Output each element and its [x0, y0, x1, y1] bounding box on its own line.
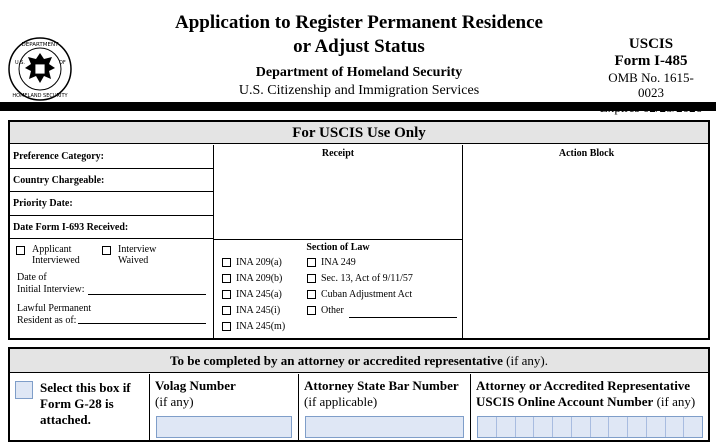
- bar-number-input[interactable]: [305, 416, 464, 438]
- uscis-online-account-input[interactable]: [477, 416, 703, 438]
- law-option-sec-13[interactable]: [307, 271, 462, 287]
- receipt-label: Receipt: [321, 148, 355, 159]
- lawful-permanent-line1: Lawful Permanent: [17, 303, 92, 314]
- law-right-list: [307, 255, 462, 319]
- date-initial-line2: Initial Interview:: [17, 284, 85, 295]
- law-option-ina-249[interactable]: [307, 255, 462, 271]
- interview-block: [10, 240, 213, 338]
- lawful-permanent-line2: Resident as of:: [17, 315, 77, 326]
- form-number: Form I-485: [614, 53, 688, 69]
- account-number-label-line2: [476, 394, 703, 410]
- law-option-ina-209b[interactable]: [222, 271, 285, 287]
- bar-number-label: Attorney State Bar Number: [304, 378, 459, 393]
- g28-label: [40, 380, 131, 428]
- lawful-permanent-field[interactable]: [78, 323, 206, 324]
- interview-waived-line1: Interview: [118, 244, 157, 255]
- ina-245a-label: INA 245(a): [236, 289, 282, 300]
- country-chargeable-label: Country Chargeable:: [10, 169, 213, 193]
- volag-sublabel: (if any): [155, 394, 194, 409]
- action-block: [463, 145, 710, 338]
- account-number-cell: [471, 374, 708, 440]
- section-of-law-block: [213, 240, 463, 338]
- interview-waived-line2: Waived: [118, 255, 149, 266]
- sec-13-label: Sec. 13, Act of 9/11/57: [321, 273, 413, 284]
- priority-date-label: Priority Date:: [10, 192, 213, 216]
- ina-209a-label: INA 209(a): [236, 257, 282, 268]
- agency-block: [150, 64, 568, 100]
- uscis-left-column: [10, 145, 213, 239]
- account-number-sublabel: (if any): [656, 394, 696, 409]
- ina-245i-label: INA 245(i): [236, 305, 281, 316]
- law-option-ina-245i[interactable]: [222, 303, 285, 319]
- volag-label: Volag Number: [155, 378, 236, 393]
- dhs-seal-logo: [8, 37, 72, 101]
- ina-249-checkbox[interactable]: [307, 258, 316, 267]
- account-number-label-bold: USCIS Online Account Number: [476, 394, 654, 409]
- ina-245m-label: INA 245(m): [236, 321, 286, 332]
- law-option-ina-245m[interactable]: [222, 319, 285, 335]
- volag-cell: [150, 374, 299, 440]
- applicant-interviewed-checkbox[interactable]: [16, 246, 25, 255]
- agency-short: USCIS: [628, 36, 674, 52]
- svg-text:U.S.: U.S.: [15, 60, 26, 66]
- title-line-2: or Adjust Status: [293, 36, 425, 57]
- svg-text:DEPARTMENT: DEPARTMENT: [21, 42, 59, 48]
- date-initial-interview-label: [17, 272, 84, 296]
- action-block-label: Action Block: [558, 148, 615, 159]
- ina-245i-checkbox[interactable]: [222, 306, 231, 315]
- agency-name: U.S. Citizenship and Immigration Services: [238, 83, 480, 98]
- department-name: Department of Homeland Security: [255, 65, 463, 80]
- ina-209b-checkbox[interactable]: [222, 274, 231, 283]
- attorney-section-heading: [10, 349, 708, 373]
- svg-text:OF: OF: [59, 60, 66, 66]
- ina-209b-label: INA 209(b): [236, 273, 283, 284]
- date-initial-line1: Date of: [17, 272, 47, 283]
- sec-13-checkbox[interactable]: [307, 274, 316, 283]
- omb-number: OMB No. 1615-0023: [608, 70, 694, 100]
- volag-number-input[interactable]: [156, 416, 292, 438]
- cuban-adjustment-checkbox[interactable]: [307, 290, 316, 299]
- attorney-heading-normal: (if any).: [506, 353, 549, 368]
- bar-number-cell: [299, 374, 471, 440]
- preference-category-label: Preference Category:: [10, 145, 213, 169]
- law-left-list: [222, 255, 285, 335]
- law-option-cuban-adjustment[interactable]: [307, 287, 462, 303]
- ina-209a-checkbox[interactable]: [222, 258, 231, 267]
- receipt-box: [213, 145, 463, 240]
- page-title: [150, 11, 568, 59]
- g28-cell: [10, 374, 150, 440]
- law-option-ina-209a[interactable]: [222, 255, 285, 271]
- g28-label-line1: Select this box if: [40, 380, 131, 395]
- interview-waived-checkbox[interactable]: [102, 246, 111, 255]
- ina-245a-checkbox[interactable]: [222, 290, 231, 299]
- date-initial-interview-field[interactable]: [88, 294, 206, 295]
- attorney-heading-bold: To be completed by an attorney or accredited representative: [169, 353, 503, 368]
- other-law-field[interactable]: [349, 317, 457, 318]
- ina-249-label: INA 249: [321, 257, 356, 268]
- interview-waived-label: [118, 244, 156, 266]
- svg-text:HOMELAND SECURITY: HOMELAND SECURITY: [12, 93, 68, 99]
- account-number-label-line1: Attorney or Accredited Representative: [476, 378, 691, 393]
- uscis-section-heading: For USCIS Use Only: [10, 122, 708, 144]
- other-checkbox[interactable]: [307, 306, 316, 315]
- applicant-interviewed-line1: Applicant: [32, 244, 72, 255]
- g28-label-line3: attached.: [40, 412, 91, 427]
- law-option-ina-245a[interactable]: [222, 287, 285, 303]
- attorney-section: [8, 347, 710, 442]
- g28-checkbox[interactable]: [15, 381, 33, 399]
- other-label: Other: [321, 305, 344, 316]
- applicant-interviewed-line2: Interviewed: [32, 255, 80, 266]
- section-of-law-label: Section of Law: [306, 242, 370, 253]
- bar-number-sublabel: (if applicable): [304, 394, 378, 409]
- ina-245m-checkbox[interactable]: [222, 322, 231, 331]
- date-i693-label: Date Form I-693 Received:: [10, 216, 213, 240]
- header-divider: [0, 102, 716, 111]
- uscis-use-only-section: [8, 120, 710, 340]
- title-line-1: Application to Register Permanent Residence: [175, 12, 543, 33]
- cuban-adjustment-label: Cuban Adjustment Act: [321, 289, 413, 300]
- g28-label-line2: Form G-28 is: [40, 396, 114, 411]
- applicant-interviewed-label: [32, 244, 80, 266]
